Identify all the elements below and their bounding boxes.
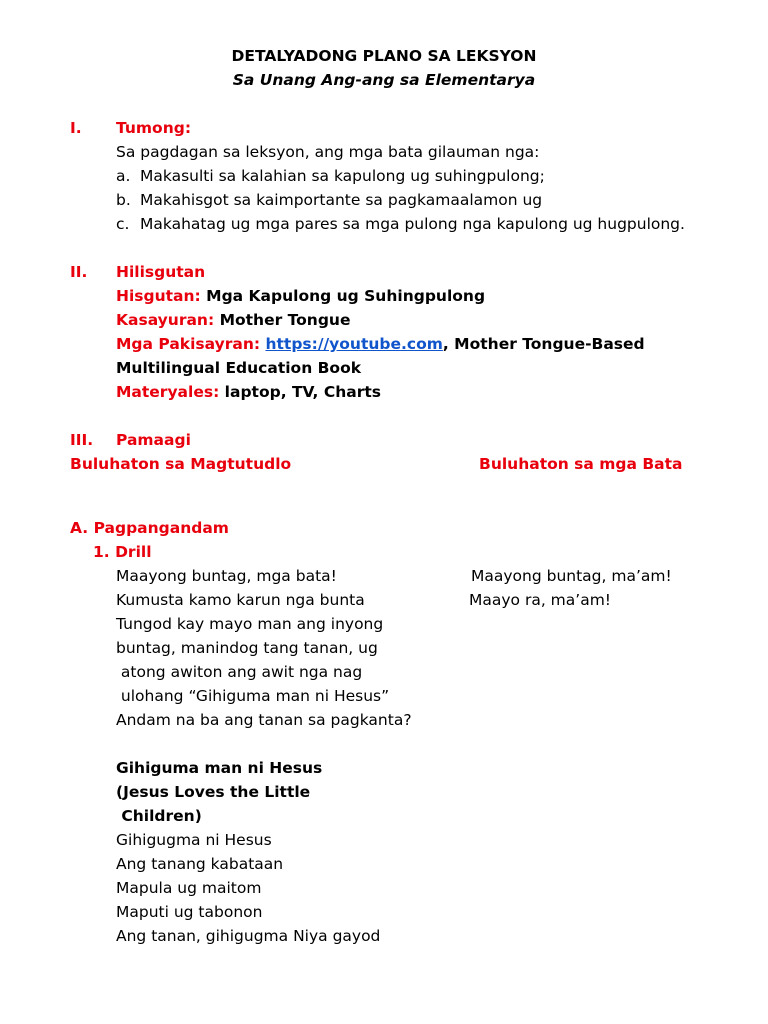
objective-a-marker: a. [116, 167, 131, 185]
student-response: Maayo ra, ma’am! [469, 591, 612, 609]
pakisayran-rest: , Mother Tongue-Based [442, 335, 645, 353]
objective-c-text: Makahatag ug mga pares sa mga pulong nga kapulong ug hugpulong. [140, 215, 685, 233]
teacher-line: atong awiton ang awit nga nag [116, 663, 363, 681]
student-response: Maayong buntag, ma’am! [471, 567, 672, 585]
song-lyric-line: Maputi ug tabonon [116, 903, 263, 921]
teacher-column-heading: Buluhaton sa Magtutudlo [70, 455, 292, 473]
kasayuran-line [116, 310, 350, 330]
teacher-line: Tungod kay mayo man ang inyong [116, 615, 384, 633]
teacher-line: Andam na ba ang tanan sa pagkanta? [116, 711, 412, 729]
hisgutan-label: Hisgutan: [116, 287, 201, 305]
pakisayran-line2: Multilingual Education Book [116, 359, 362, 377]
section2-numeral: II. [70, 263, 88, 281]
section3-heading: Pamaagi [116, 431, 191, 449]
hisgutan-line [116, 286, 485, 306]
pakisayran-label: Mga Pakisayran: [116, 335, 261, 353]
song-lyric-line: Mapula ug maitom [116, 879, 262, 897]
song-lyric-line: Ang tanang kabataan [116, 855, 284, 873]
kasayuran-value: Mother Tongue [219, 311, 351, 329]
section1-numeral: I. [70, 119, 82, 137]
song-title-line: Children) [116, 807, 202, 825]
section1-intro: Sa pagdagan sa leksyon, ang mga bata gilauman nga: [116, 143, 540, 161]
song-lyric-line: Gihigugma ni Hesus [116, 831, 272, 849]
materyales-label: Materyales: [116, 383, 220, 401]
kasayuran-label: Kasayuran: [116, 311, 215, 329]
objective-b-text: Makahisgot sa kaimportante sa pagkamaalamon ug [140, 191, 543, 209]
section2-heading: Hilisgutan [116, 263, 206, 281]
song-lyric-line: Ang tanan, gihigugma Niya gayod [116, 927, 381, 945]
document-subtitle: Sa Unang Ang-ang sa Elementarya [232, 71, 536, 89]
objective-a-text: Makasulti sa kalahian sa kapulong ug suhingpulong; [140, 167, 545, 185]
materyales-value: laptop, TV, Charts [224, 383, 381, 401]
youtube-link[interactable]: https://youtube.com [265, 335, 443, 353]
song-title-line: Gihiguma man ni Hesus [116, 759, 323, 777]
students-column-heading: Buluhaton sa mga Bata [479, 455, 683, 473]
section3-numeral: III. [70, 431, 94, 449]
pakisayran-line [116, 334, 645, 354]
objective-c-marker: c. [116, 215, 130, 233]
hisgutan-value: Mga Kapulong ug Suhingpulong [206, 287, 486, 305]
objective-b-marker: b. [116, 191, 131, 209]
teacher-line: Maayong buntag, mga bata! [116, 567, 337, 585]
song-title-line: (Jesus Loves the Little [116, 783, 311, 801]
teacher-line: ulohang “Gihiguma man ni Hesus” [116, 687, 390, 705]
drill-heading: 1. Drill [93, 543, 152, 561]
materyales-line [116, 382, 381, 402]
document-title: DETALYADONG PLANO SA LEKSYON [231, 47, 537, 65]
teacher-line: Kumusta kamo karun nga bunta [116, 591, 365, 609]
section1-heading: Tumong: [116, 119, 192, 137]
teacher-line: buntag, manindog tang tanan, ug [116, 639, 378, 657]
part-a-heading: A. Pagpangandam [70, 519, 229, 537]
